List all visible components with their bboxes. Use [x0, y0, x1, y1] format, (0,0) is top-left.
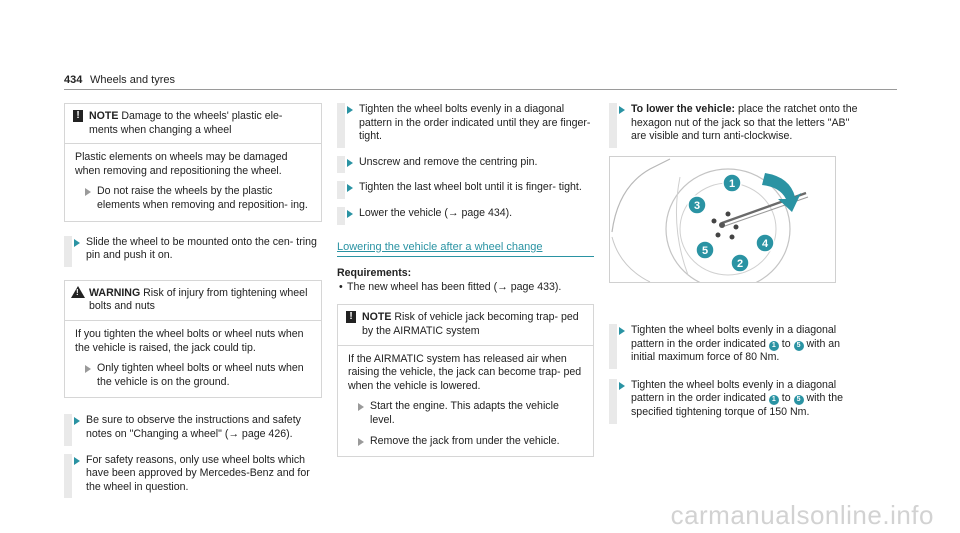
- warning-substep-text: Only tighten wheel bolts or wheel nuts when the vehicle is on the ground.: [97, 362, 304, 388]
- notice-keyword: NOTE: [89, 110, 119, 122]
- arrow-icon: [347, 106, 353, 114]
- section-heading-wrap: [337, 241, 594, 258]
- step-lower-ratchet: [609, 103, 859, 144]
- notice-head: [65, 104, 321, 144]
- bolt-label-5: [696, 241, 714, 259]
- warning-title: Risk of injury from tightening wheel bolts and nuts: [89, 286, 308, 313]
- arrow-icon: [74, 457, 80, 465]
- step-bar: [337, 181, 345, 199]
- step-approved-bolts: [64, 454, 322, 495]
- step-bar: [64, 454, 72, 499]
- column-2: [337, 103, 594, 457]
- step-slide-wheel: [64, 236, 322, 263]
- notice-substep-engine: [348, 400, 585, 427]
- step-text: Unscrew and remove the centring pin.: [359, 155, 538, 168]
- bolt-label-text: 3: [693, 200, 701, 212]
- notice-keyword: NOTE: [362, 311, 392, 324]
- requirement-item: • The new wheel has been fitted (→ page 433).: [337, 281, 594, 295]
- requirements-label: Requirements:: [337, 267, 412, 280]
- notice-text: Plastic elements on wheels may be damaged when removing and repositioning the wheel.: [75, 151, 288, 177]
- step-text-end: with the specified tightening torque of 150 Nm.: [631, 392, 843, 418]
- wheel-bolt-figure: [609, 156, 836, 283]
- step-bar: [609, 379, 617, 424]
- notice-box-plastic: [64, 103, 322, 222]
- step-text: Tighten the wheel bolts evenly in a diagonal pattern in the order indicated until they are finger-tight.: [359, 103, 591, 143]
- page-header: [64, 70, 897, 90]
- notice-box-airmatic: [337, 304, 594, 457]
- notice-body: [65, 144, 321, 220]
- exclamation-icon: !: [73, 110, 83, 122]
- arrow-icon: [619, 106, 625, 114]
- step-initial-force: [609, 324, 859, 365]
- arrow-icon: [619, 327, 625, 335]
- arrow-icon: [619, 382, 625, 390]
- page-number: 434: [64, 74, 83, 86]
- notice-substep-text: Do not raise the wheels by the plastic elements when removing and reposition- ing.: [97, 185, 308, 211]
- step-bar: [609, 324, 617, 369]
- bolt-badge-from: 1: [769, 341, 779, 351]
- warning-box: [64, 280, 322, 399]
- step-text: Tighten the wheel bolts evenly in a diagonal pattern in the order indicated: [631, 378, 837, 405]
- step-text: Slide the wheel to be mounted onto the cen- tring pin and push it on.: [86, 235, 317, 262]
- notice-substep: [75, 185, 313, 212]
- step-bar: [337, 103, 345, 148]
- step-text: Tighten the wheel bolts evenly in a diagonal pattern in the order indicated: [631, 324, 837, 350]
- step-observe-notes: [64, 414, 322, 441]
- step-text: place the ratchet onto the hexagon nut of the jack so that the letters "AB" are visible and turn anti-clockwise.: [631, 103, 858, 143]
- step-lower-vehicle: [337, 207, 594, 221]
- notice-head: [338, 305, 593, 345]
- bolt-badge-to: 5: [794, 341, 804, 351]
- step-keyword: To lower the vehicle:: [631, 103, 735, 115]
- notice-text: If the AIRMATIC system has released air when raising the vehicle, the jack can become trap- ped when the vehicle is lowered.: [348, 352, 582, 392]
- notice-substep-text: Start the engine. This adapts the vehicle level.: [370, 400, 559, 426]
- step-text: For safety reasons, only use wheel bolts which have been approved by Mercedes-Benz and for the wheel in question.: [86, 453, 310, 493]
- step-bar: [64, 414, 72, 445]
- column-1: [64, 103, 322, 503]
- column-3-lower: [609, 324, 859, 429]
- exclamation-icon: !: [346, 311, 356, 323]
- bolt-label-4: [756, 234, 774, 252]
- warning-head: [65, 281, 321, 321]
- notice-substep-text: Remove the jack from under the vehicle.: [370, 434, 560, 447]
- arrow-icon: [358, 438, 364, 446]
- bolt-label-text: 5: [701, 245, 709, 257]
- arrow-icon: [358, 403, 364, 411]
- step-text: Be sure to observe the instructions and safety notes on "Changing a wheel" (→ page 426).: [86, 414, 301, 440]
- warning-body: [65, 321, 321, 397]
- notice-substep-jack: [348, 435, 585, 449]
- bolt-label-text: 4: [761, 238, 769, 250]
- arrow-icon: [347, 184, 353, 192]
- step-remove-pin: [337, 156, 594, 170]
- step-text: Tighten the last wheel bolt until it is finger- tight.: [359, 181, 582, 194]
- bolt-label-2: [731, 254, 749, 272]
- bolt-label-3: [688, 196, 706, 214]
- notice-title: Damage to the wheels' plastic ele- ments when changing a wheel: [89, 110, 283, 136]
- step-text-to: to: [778, 337, 794, 350]
- step-bar: [609, 103, 617, 148]
- step-tighten-finger: [337, 103, 594, 144]
- section-heading[interactable]: Lowering the vehicle after a wheel change: [337, 240, 543, 253]
- notice-title: Risk of vehicle jack becoming trap- ped by the AIRMATIC system: [362, 311, 579, 337]
- step-bar: [337, 156, 345, 174]
- step-final-torque: [609, 379, 859, 420]
- bolt-label-text: 1: [728, 178, 736, 190]
- wheel-illustration: [610, 157, 836, 283]
- arrow-icon: [85, 188, 91, 196]
- arrow-icon: [347, 159, 353, 167]
- warning-substep: [75, 362, 313, 389]
- notice-body: [338, 346, 593, 457]
- step-bar: [337, 207, 345, 225]
- step-text-to: to: [778, 392, 794, 405]
- section-title: Wheels and tyres: [90, 74, 175, 86]
- arrow-icon: [74, 417, 80, 425]
- arrow-icon: [85, 365, 91, 373]
- bolt-label-text: 2: [736, 258, 744, 270]
- step-last-bolt: [337, 181, 594, 195]
- bolt-badge-to: 5: [794, 395, 804, 405]
- warning-icon: !: [71, 286, 85, 298]
- bolt-badge-from: 1: [769, 395, 779, 405]
- warning-keyword: WARNING: [89, 286, 141, 299]
- step-text: Lower the vehicle (→ page 434).: [359, 206, 513, 219]
- watermark: carmanualsonline.info: [670, 500, 934, 531]
- column-3: [609, 103, 859, 153]
- arrow-icon: [347, 210, 353, 218]
- warning-text: If you tighten the wheel bolts or wheel nuts when the vehicle is raised, the jack could tip.: [75, 327, 304, 354]
- step-bar: [64, 236, 72, 267]
- step-text-end: with an initial maximum force of 80 Nm.: [631, 337, 841, 364]
- bolt-label-1: [723, 174, 741, 192]
- arrow-icon: [74, 239, 80, 247]
